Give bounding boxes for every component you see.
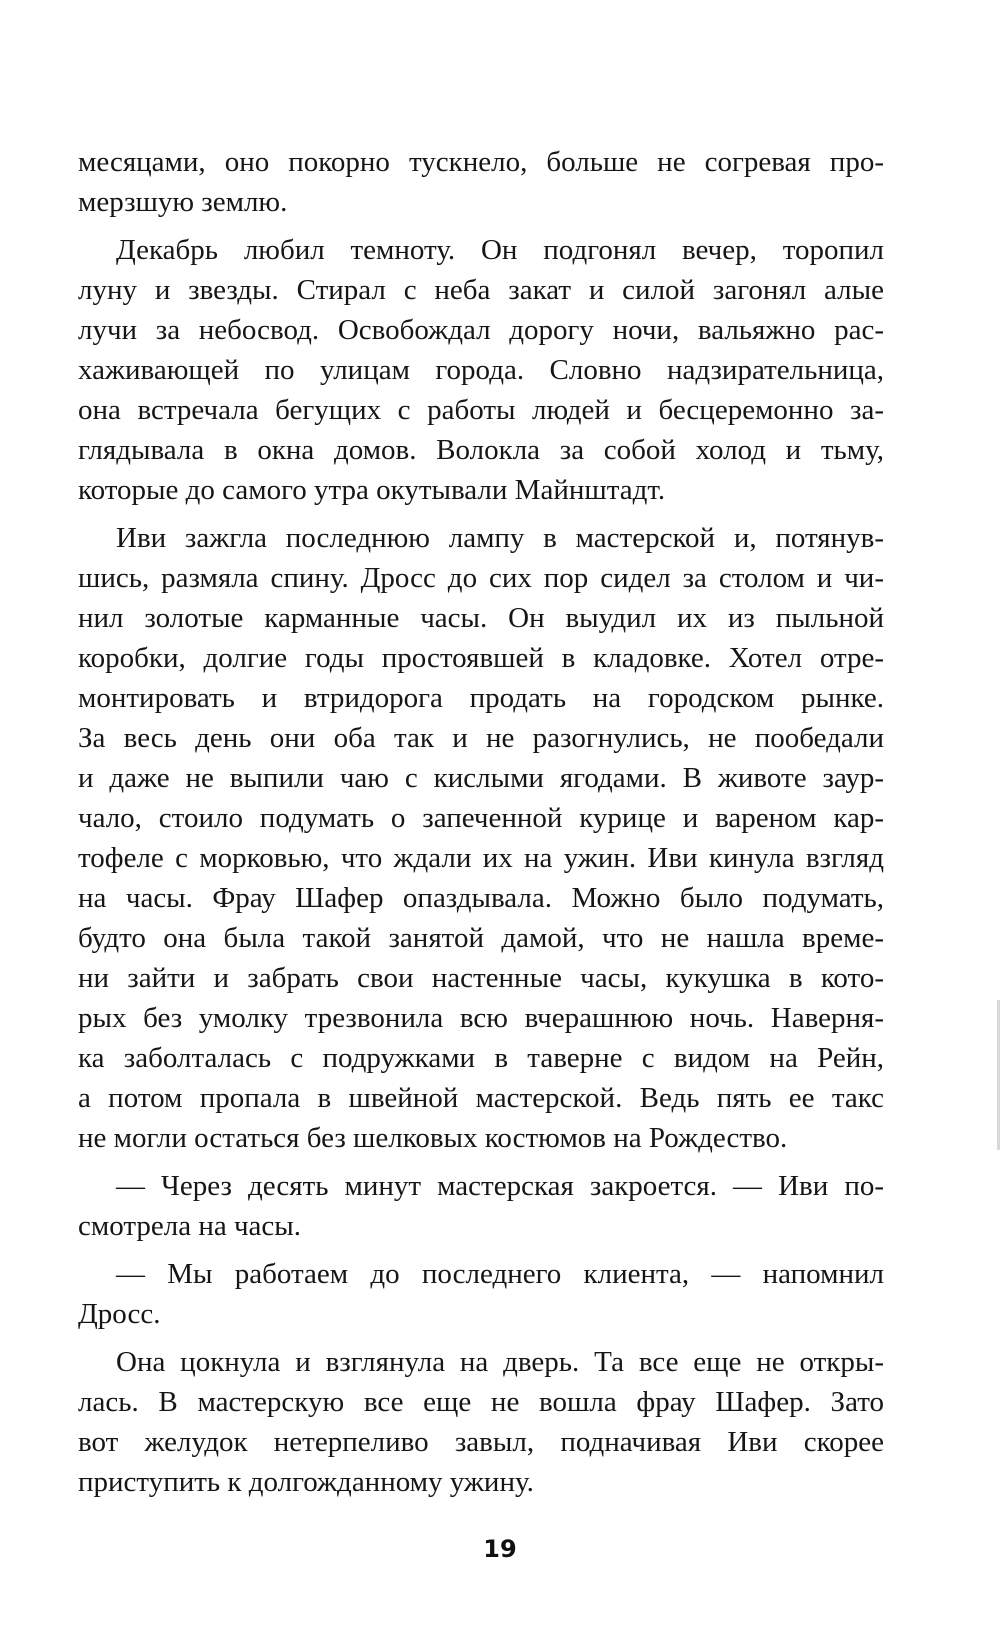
dialogue-line: — Мы работаем до последнего клиента, — напомнил <box>116 1258 884 1290</box>
text-line: лась. В мастерскую все еще не вошла фрау Шафер. Зато <box>78 1386 884 1418</box>
text-line: ка заболталась с подружками в таверне с видом на Рейн, <box>78 1042 884 1074</box>
paragraph-first-line: Декабрь любил темноту. Он подгонял вечер, торопил <box>116 234 884 266</box>
text-line: на часы. Фрау Шафер опаздывала. Можно было подумать, <box>78 882 884 914</box>
text-line: не могли остаться без шелковых костюмов на Рождество. <box>78 1122 788 1154</box>
text-line: и даже не выпили чаю с кислыми ягодами. В животе заур- <box>78 762 884 794</box>
body-text <box>78 142 884 1502</box>
text-line: монтировать и втридорога продать на городском рынке. <box>78 682 884 714</box>
paragraph-first-line: Иви зажгла последнюю лампу в мастерской и, потянув- <box>116 522 884 554</box>
text-line: мерзшую землю. <box>78 186 288 218</box>
text-line: нил золотые карманные часы. Он выудил их из пыльной <box>78 602 884 634</box>
text-line: смотрела на часы. <box>78 1210 302 1242</box>
text-line: глядывала в окна домов. Волокла за собой холод и тьму, <box>78 434 884 466</box>
text-line: Дросс. <box>78 1298 161 1330</box>
text-line: шись, размяла спину. Дросс до сих пор сидел за столом и чи- <box>78 562 884 594</box>
page-number: 19 <box>483 1535 517 1563</box>
text-line: чало, стоило подумать о запеченной курице и вареном кар- <box>78 802 884 834</box>
text-line: она встречала бегущих с работы людей и бесцеремонно за- <box>78 394 884 426</box>
text-line: За весь день они оба так и не разогнулись, не пообедали <box>78 722 884 754</box>
paragraph-first-line: Она цокнула и взглянула на дверь. Та все еще не откры- <box>116 1346 884 1378</box>
text-line: приступить к долгожданному ужину. <box>78 1466 534 1498</box>
text-line: ни зайти и забрать свои настенные часы, кукушка в кото- <box>78 962 884 994</box>
text-line: которые до самого утра окутывали Майнштадт. <box>78 474 666 506</box>
text-line: рых без умолку трезвонила всю вчерашнюю ночь. Наверня- <box>78 1002 884 1034</box>
text-line: тофеле с морковью, что ждали их на ужин. Иви кинула взгляд <box>78 842 884 874</box>
text-line: луну и звезды. Стирал с неба закат и силой загонял алые <box>78 274 884 306</box>
text-line: лучи за небосвод. Освобождал дорогу ночи, вальяжно рас- <box>78 314 884 346</box>
text-line: будто она была такой занятой дамой, что не нашла време- <box>78 922 884 954</box>
text-line: а потом пропала в швейной мастерской. Ведь пять ее такс <box>78 1082 884 1114</box>
text-line: вот желудок нетерпеливо завыл, подначивая Иви скорее <box>78 1426 884 1458</box>
text-line: хаживающей по улицам города. Словно надзирательница, <box>78 354 884 386</box>
dialogue-line: — Через десять минут мастерская закроется. — Иви по- <box>116 1170 884 1202</box>
text-line: месяцами, оно покорно тускнело, больше не согревая про- <box>78 146 884 178</box>
text-line: коробки, долгие годы простоявшей в кладовке. Хотел отре- <box>78 642 884 674</box>
